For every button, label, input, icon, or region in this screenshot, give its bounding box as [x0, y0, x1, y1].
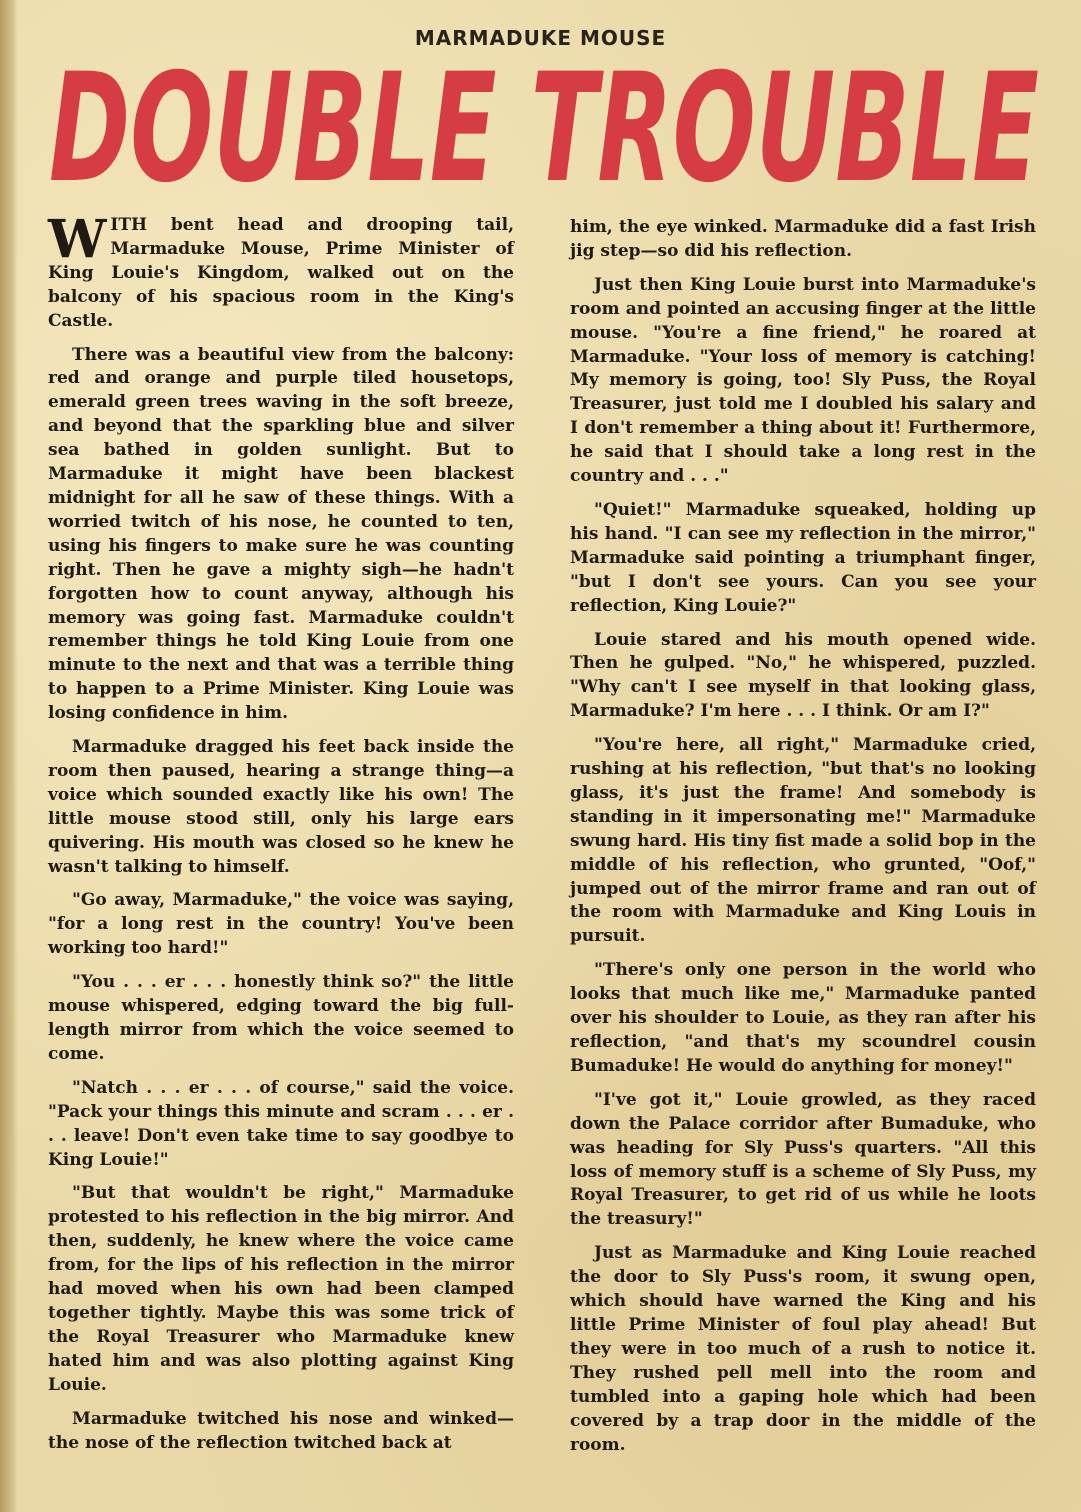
- paragraph: him, the eye winked. Marmaduke did a fast Irish jig step—so did his reflection.: [570, 217, 1036, 261]
- drop-cap: W: [48, 209, 107, 270]
- paragraph-text: ITH bent head and drooping tail, Marmaduke Mouse, Prime Minister of King Louie's Kingdom, walked out on the balcony of his spacious room in the King's Castle.: [48, 215, 514, 331]
- paragraph: "I've got it," Louie growled, as they raced down the Palace corridor after Bumaduke, who was heading for Sly Puss's quarters. "All this loss of memory stuff is a scheme of Sly Puss, my Royal Treasurer, to get rid of us while he loots the treasury!": [570, 1089, 1036, 1230]
- story-title-text: DOUBLE TROUBLE: [49, 62, 1039, 212]
- left-column: [48, 209, 514, 1465]
- story-title-art: [44, 62, 1044, 212]
- paragraph: "You're here, all right," Marmaduke cried, rushing at his reflection, "but that's no looking glass, it's just the frame! And somebody is standing in it impersonating me!" Marmaduke swung hard. His tiny fist made a solid bop in the middle of his reflection, who grunted, "Oof," jumped out of the mirror frame and ran out of the room with Marmaduke and King Louis in pursuit.: [570, 735, 1036, 947]
- paragraph: "Natch . . . er . . . of course," said the voice. "Pack your things this minute and scram . . . er . . . leave! Don't even take time to say goodbye to King Louie!": [48, 1077, 514, 1170]
- paragraph: Louie stared and his mouth opened wide. Then he gulped. "No," he whispered, puzzled. "Why can't I see myself in that looking glass, Marmaduke? I'm here . . . I think. Or am I?": [570, 629, 1036, 722]
- running-head: MARMADUKE MOUSE: [414, 26, 667, 50]
- paragraph: Marmaduke twitched his nose and winked—the nose of the reflection twitched back at: [48, 1408, 514, 1453]
- paragraph: "Go away, Marmaduke," the voice was saying, "for a long rest in the country! You've been working too hard!": [48, 890, 514, 959]
- paragraph: Just then King Louie burst into Marmaduke's room and pointed an accusing finger at the little mouse. "You're a fine friend," he roared at Marmaduke. "Your loss of memory is catching! My memory is going, too! Sly Puss, the Royal Treasurer, just told me I doubled his salary and I don't remember a thing about it! Furthermore, he said that I should take a long rest in the country and . . .": [570, 274, 1036, 487]
- paragraph: "You . . . er . . . honestly think so?" the little mouse whispered, edging toward the big full-length mirror from which the voice seemed to come.: [48, 972, 514, 1064]
- paragraph: "But that wouldn't be right," Marmaduke protested to his reflection in the big mirror. And then, suddenly, he knew where the voice came from, for the lips of his reflection in the mirror had moved when his own had been clamped together tightly. Maybe this was some trick of the Royal Treasurer who Marmaduke knew hated him and was also plotting against King Louie.: [48, 1183, 514, 1395]
- paragraph: There was a beautiful view from the balcony: red and orange and purple tiled housetops, emerald green trees waving in the soft breeze, and beyond that the sparkling blue and silver sea bathed in golden sunlight. But to Marmaduke it might have been blackest midnight for all he saw of these things. With a worried twitch of his nose, he counted to ten, using his fingers to make sure he was counting right. Then he gave a mighty sigh—he hadn't forgotten how to count anyway, although his memory was going fast. Marmaduke couldn't remember things he told King Louie from one minute to the next and that was a terrible thing to happen to a Prime Minister. King Louie was losing confidence in him.: [48, 344, 514, 724]
- paragraph: Marmaduke dragged his feet back inside the room then paused, hearing a strange thing—a voice which sounded exactly like his own! The little mouse stood still, only his large ears quivering. His mouth was closed so he knew he wasn't talking to himself.: [48, 737, 514, 877]
- right-column: [570, 216, 1036, 1467]
- paragraph: [48, 209, 514, 334]
- paragraph: Just as Marmaduke and King Louie reached the door to Sly Puss's room, it swung open, which should have warned the King and his little Prime Minister of foul play ahead! But they were in too much of a rush to notice it. They rushed pell mell into the room and tumbled into a gaping hole which had been covered by a trap door in the middle of the room.: [570, 1243, 1036, 1455]
- story-title: [44, 62, 1044, 212]
- paragraph: "There's only one person in the world who looks that much like me," Marmaduke panted over his shoulder to Louie, as they ran after his reflection, "and that's my scoundrel cousin Bumaduke! He would do anything for money!": [570, 960, 1036, 1076]
- page-gutter: [0, 0, 18, 1512]
- paragraph: "Quiet!" Marmaduke squeaked, holding up his hand. "I can see my reflection in the mirror," Marmaduke said pointing a triumphant finger, "but I don't see yours. Can you see your reflection, King Louie?": [570, 499, 1036, 616]
